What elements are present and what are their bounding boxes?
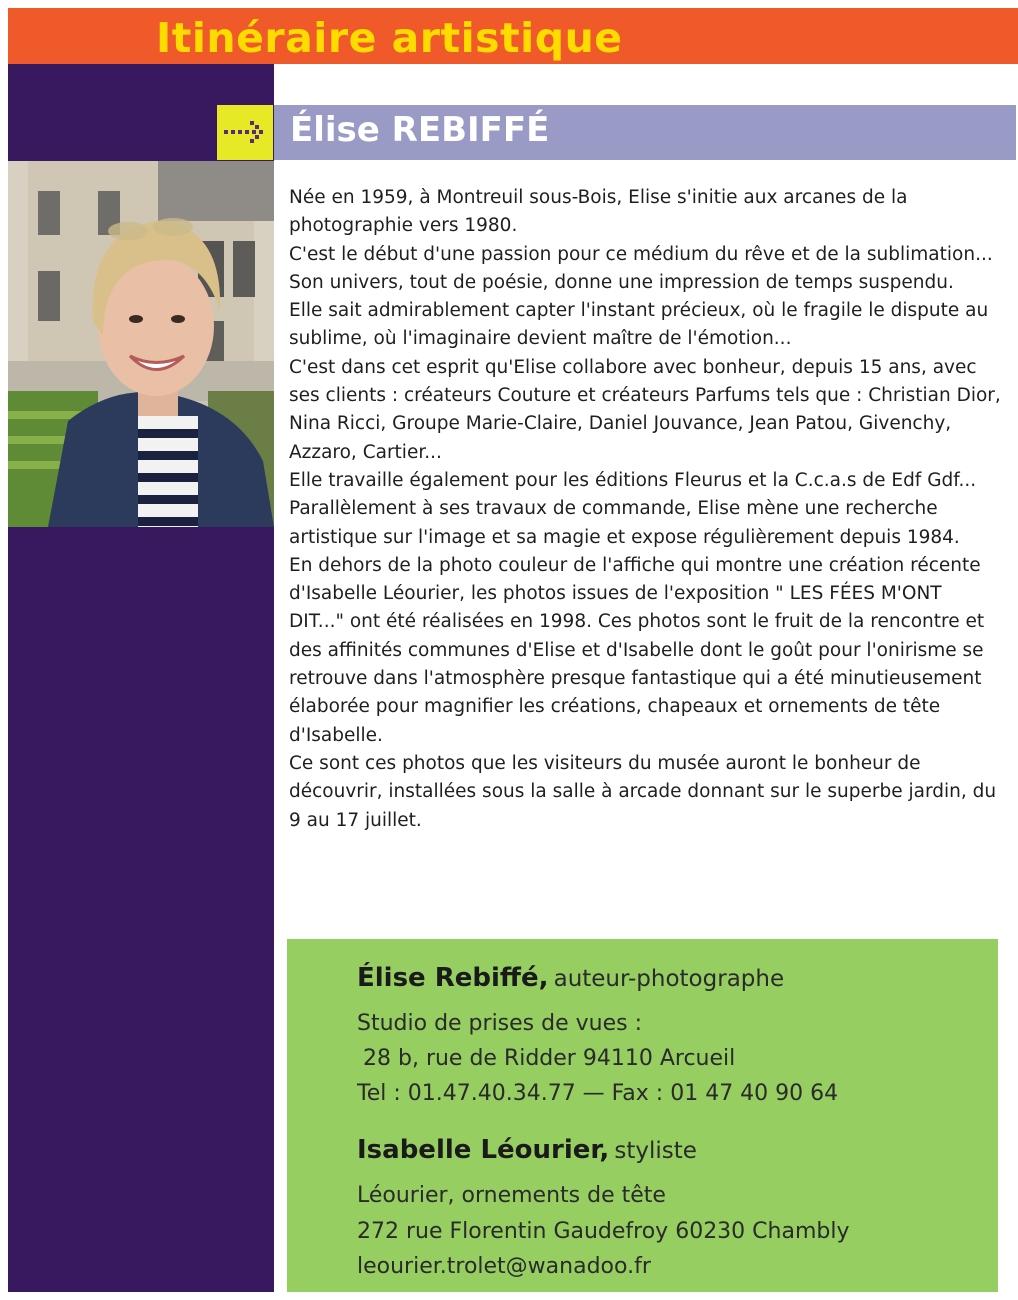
- phone-fax: Tel : 01.47.40.34.77 — Fax : 01 47 40 90 64: [357, 1081, 839, 1106]
- studio-label: Studio de prises de vues :: [357, 1011, 642, 1036]
- portrait-photo: [8, 161, 274, 527]
- bio-paragraph: Elle sait admirablement capter l'instant précieux, où le fragile le dispute au sublime, où l'imaginaire devient maître de l'émotion...: [289, 300, 989, 350]
- stylist-name: Isabelle Léourier,: [357, 1135, 610, 1165]
- bio-paragraph: Ce sont ces photos que les visiteurs du musée auront le bonheur de découvrir, installées sous la salle à arcade donnant sur le superbe jardin, du 9 au 17 juillet.: [289, 752, 997, 831]
- contact-box: [287, 939, 998, 1292]
- stylist-business: Léourier, ornements de tête: [357, 1183, 666, 1208]
- photographer-role: auteur-photographe: [553, 966, 785, 992]
- bio-paragraph: C'est le début d'une passion pour ce médium du rêve et de la sublimation... Son univers, tout de poésie, donne une impression de temps suspendu.: [289, 243, 993, 293]
- dotted-arrow-icon: [217, 105, 273, 160]
- stylist-role: styliste: [614, 1138, 697, 1164]
- bio-paragraph: En dehors de la photo couleur de l'affiche qui montre une création récente d'Isabelle Léourier, les photos issues de l'exposition " LES FÉES M'ONT DIT..." ont été réalisées en 1998. Ces photos sont le fruit de la rencontre et des affinités communes d'Elise et d'Isabelle dont le goût pour l'onirisme se retrouve dans l'atmosphère presque fantastique qui a été minutieusement élaborée pour magnifier les créations, chapeaux et ornements de tête d'Isabelle.: [289, 554, 985, 746]
- bio-paragraph: Parallèlement à ses travaux de commande, Elise mène une recherche artistique sur l'image et sa magie et expose régulièrement depuis 1984.: [289, 498, 960, 548]
- arrow-box: [217, 105, 273, 160]
- page-title: Itinéraire artistique: [156, 14, 623, 62]
- bio-paragraph: C'est dans cet esprit qu'Elise collabore avec bonheur, depuis 15 ans, avec ses clients : créateurs Couture et créateurs Parfums tels que : Christian Dior, Nina Ricci, Groupe Marie-Claire, Daniel Jouvance, Jean Patou, Givenchy, Azzaro, Cartier...: [289, 356, 1001, 463]
- stylist-email[interactable]: leourier.trolet@wanadoo.fr: [357, 1254, 651, 1279]
- artist-name-heading: Élise REBIFFÉ: [290, 110, 550, 150]
- photographer-name: Élise Rebiffé,: [357, 963, 549, 993]
- bio-paragraph: Elle travaille également pour les éditions Fleurus et la C.c.a.s de Edf Gdf...: [289, 469, 977, 491]
- studio-address: 28 b, rue de Ridder 94110 Arcueil: [363, 1046, 736, 1071]
- biography-text: [289, 184, 1001, 835]
- photographer-heading: [357, 963, 784, 993]
- stylist-address: 272 rue Florentin Gaudefroy 60230 Chambly: [357, 1219, 850, 1244]
- stylist-heading: [357, 1135, 697, 1165]
- bio-paragraph: Née en 1959, à Montreuil sous-Bois, Elise s'initie aux arcanes de la photographie vers 1980.: [289, 187, 908, 237]
- header-banner: [8, 8, 1018, 64]
